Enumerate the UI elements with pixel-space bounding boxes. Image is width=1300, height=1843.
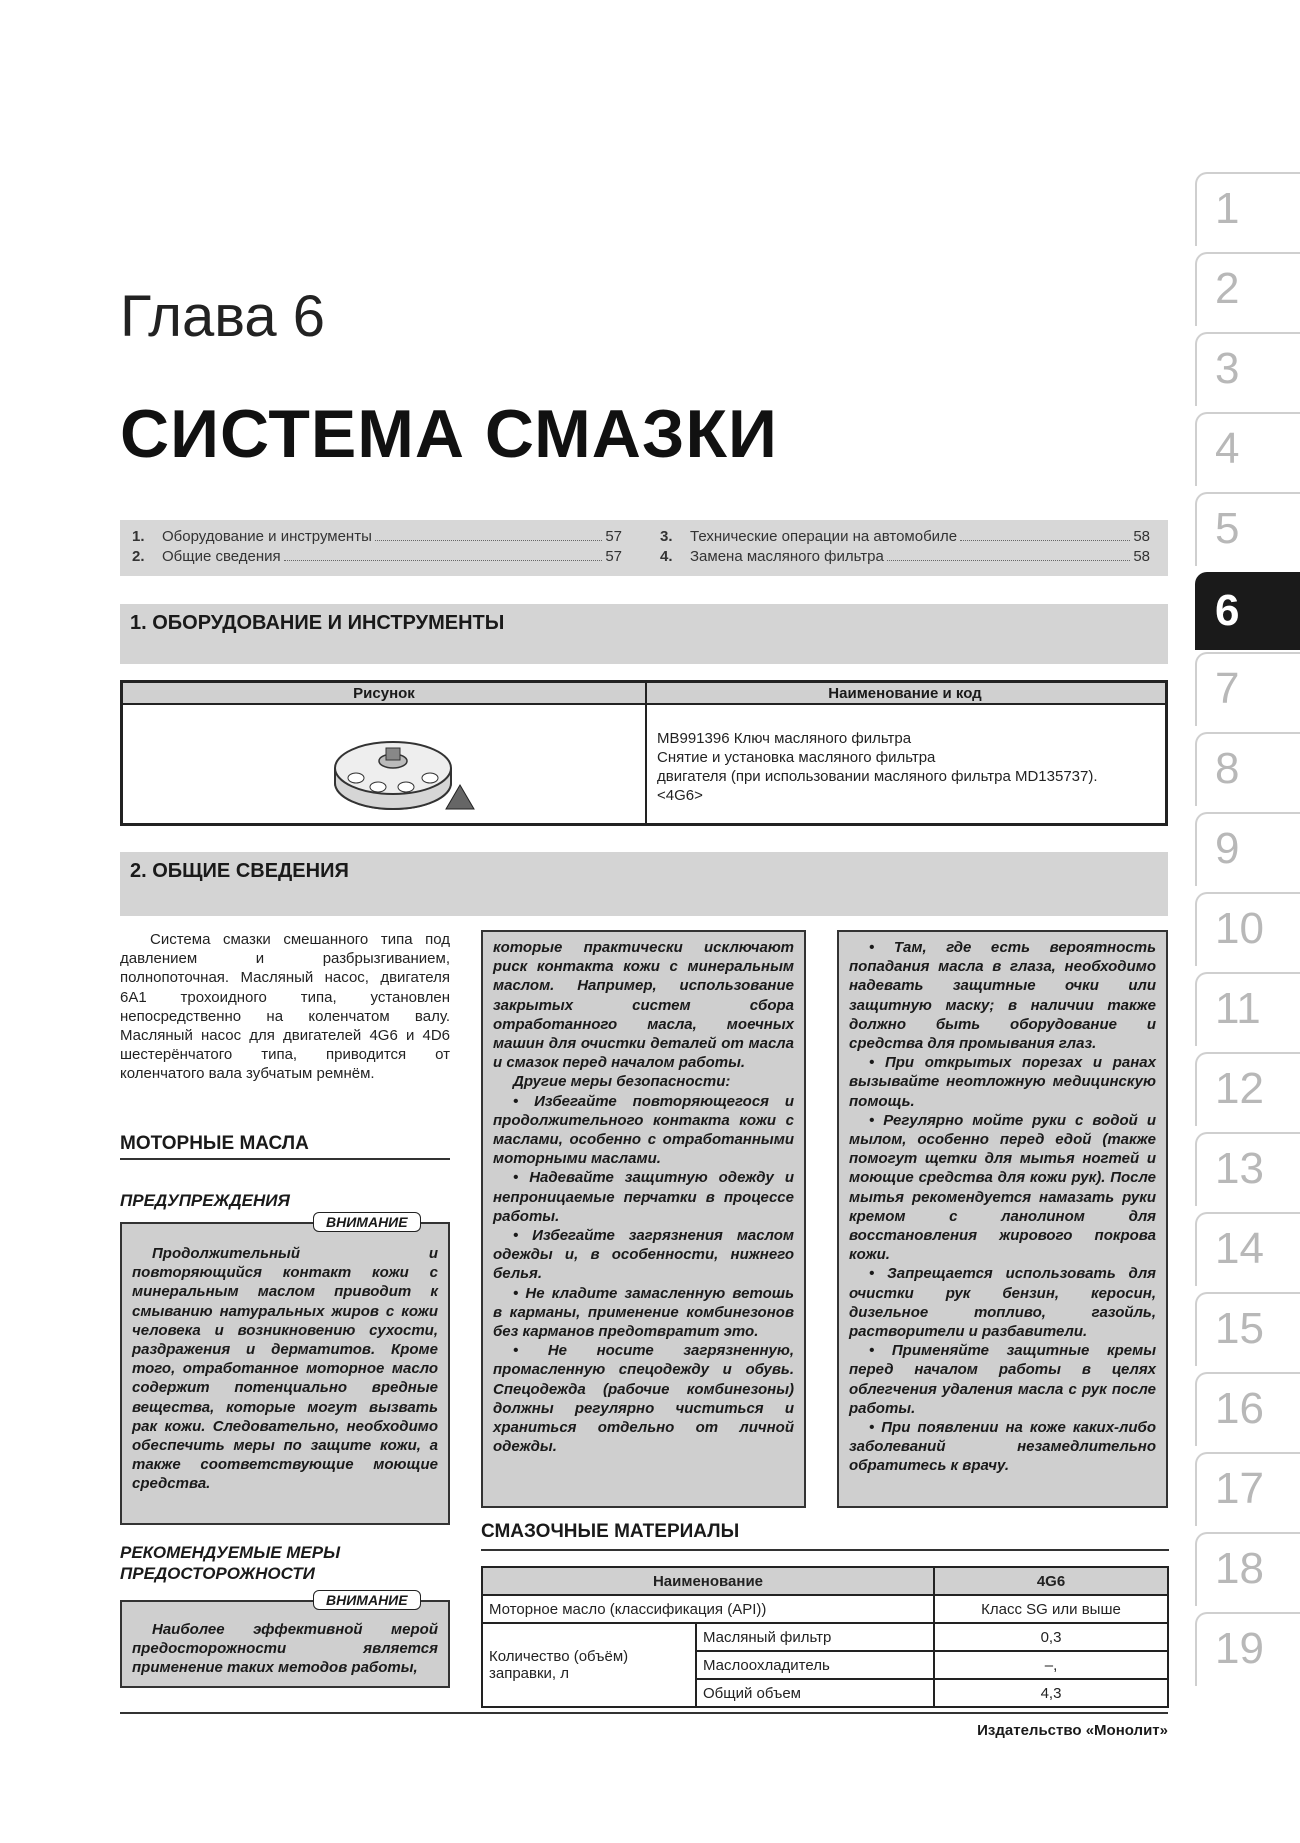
tab-12[interactable]: 12 <box>1195 1052 1300 1126</box>
toc-page: 58 <box>1133 528 1150 545</box>
tool-desc-line: Снятие и установка масляного фильтра <box>657 749 936 766</box>
tab-4[interactable]: 4 <box>1195 412 1300 486</box>
attention-badge: ВНИМАНИЕ <box>313 1212 421 1232</box>
toc-leader <box>375 530 602 541</box>
toc-num: 2. <box>132 548 145 565</box>
safety-text: • Не кладите замасленную ветошь в карманы, применение комбинезонов без карманов предотвратит это. <box>493 1284 794 1341</box>
tool-desc-line: двигателя (при использовании масляного фильтра MD135737). <box>657 768 1098 785</box>
safety-text: • Там, где есть вероятность попадания масла в глаза, необходимо надевать защитные очки или защитную маску; в наличии также должно быть оборудование и средства для промывания глаз. <box>849 939 1156 1053</box>
tab-5[interactable]: 5 <box>1195 492 1300 566</box>
tab-3[interactable]: 3 <box>1195 332 1300 406</box>
safety-text: которые практически исключают риск контакта кожи с минеральным маслом. Например, использование закрытых систем сбора отработанного масла, моечных машин для очистки деталей от масла и смазок перед началом работы. <box>493 939 794 1072</box>
oil-type-value: Класс SG или выше <box>934 1595 1168 1623</box>
tools-table <box>120 680 1168 826</box>
safety-text: • Запрещается использовать для очистки рук бензин, керосин, дизельное топливо, газойль, растворители и разбавители. <box>849 1265 1156 1341</box>
tab-18[interactable]: 18 <box>1195 1532 1300 1606</box>
toc-title: Замена масляного фильтра <box>690 548 884 565</box>
safety-measures-box <box>481 930 806 1508</box>
safety-text: • При открытых порезах и ранах вызывайте неотложную медицинскую помощь. <box>849 1054 1156 1110</box>
tab-1[interactable]: 1 <box>1195 172 1300 246</box>
table-divider <box>645 683 647 823</box>
warning-text: Наиболее эффективной мерой предосторожности является применение таких методов работы, <box>132 1621 438 1677</box>
chapter-title: СИСТЕМА СМАЗКИ <box>120 396 778 472</box>
tab-9[interactable]: 9 <box>1195 812 1300 886</box>
tab-14[interactable]: 14 <box>1195 1212 1300 1286</box>
warnings-heading: ПРЕДУПРЕЖДЕНИЯ <box>120 1191 290 1210</box>
chapter-contents <box>120 520 1168 576</box>
safety-text: • Применяйте защитные кремы перед началом работы в целях облегчения удаления масла с рук после работы. <box>849 1342 1156 1417</box>
quantity-item-name: Масляный фильтр <box>696 1623 934 1651</box>
toc-num: 3. <box>660 528 673 545</box>
motor-oils-heading: МОТОРНЫЕ МАСЛА <box>120 1133 450 1160</box>
quantity-item-value: 4,3 <box>934 1679 1168 1707</box>
toc-item[interactable] <box>132 548 622 565</box>
section-heading-equipment: 1. ОБОРУДОВАНИЕ И ИНСТРУМЕНТЫ <box>120 604 1168 664</box>
toc-page: 57 <box>605 528 622 545</box>
col-name-header: Наименование <box>482 1567 934 1595</box>
toc-item[interactable] <box>132 528 622 545</box>
lubricants-heading: СМАЗОЧНЫЕ МАТЕРИАЛЫ <box>481 1521 1169 1551</box>
safety-measures-box-right <box>837 930 1168 1508</box>
quantity-item-value: 0,3 <box>934 1623 1168 1651</box>
quantity-item-name: Маслоохладитель <box>696 1651 934 1679</box>
tab-6-active[interactable]: 6 <box>1195 572 1300 650</box>
col-engine-header: 4G6 <box>934 1567 1168 1595</box>
warning-box-skin-contact <box>120 1222 450 1525</box>
oil-filter-wrench-icon <box>328 723 478 818</box>
toc-num: 1. <box>132 528 145 545</box>
warning-text: Продолжительный и повторяющийся контакт кожи с минеральным маслом приводит к смыванию натуральных жиров с кожи человека и возникновению сухости, раздражения и дерматитов. Кроме того, отработанное моторное масло содержит потенциально вредные вещества, которые могут вызвать рак кожи. Следовательно, необходимо обеспечить меры по защите кожи, а также соответствующие моющие средства. <box>132 1245 438 1493</box>
tool-desc-line: <4G6> <box>657 787 703 804</box>
tab-8[interactable]: 8 <box>1195 732 1300 806</box>
toc-leader <box>960 530 1130 541</box>
attention-badge: ВНИМАНИЕ <box>313 1590 421 1610</box>
tab-10[interactable]: 10 <box>1195 892 1300 966</box>
tool-desc-line: MB991396 Ключ масляного фильтра <box>657 730 912 747</box>
quantity-label: Количество (объём) заправки, л <box>482 1623 696 1707</box>
safety-text: • Избегайте повторяющегося и продолжительного контакта кожи с маслами, особенно с отработанными моторными маслами. <box>493 1092 794 1168</box>
safety-text: Другие меры безопасности: <box>513 1073 731 1091</box>
lubricants-table <box>481 1566 1169 1708</box>
toc-page: 57 <box>605 548 622 565</box>
quantity-item-name: Общий объем <box>696 1679 934 1707</box>
toc-item[interactable] <box>660 528 1150 545</box>
tool-description <box>657 729 1098 805</box>
tab-7[interactable]: 7 <box>1195 652 1300 726</box>
toc-leader <box>284 550 603 561</box>
tools-col-image: Рисунок <box>123 683 645 705</box>
warning-box-precautions <box>120 1600 450 1688</box>
toc-leader <box>887 550 1130 561</box>
toc-page: 58 <box>1133 548 1150 565</box>
toc-title: Оборудование и инструменты <box>162 528 372 545</box>
quantity-item-value: –, <box>934 1651 1168 1679</box>
tab-19[interactable]: 19 <box>1195 1612 1300 1686</box>
toc-title: Технические операции на автомобиле <box>690 528 958 545</box>
safety-text: • Надевайте защитную одежду и непроницаемые перчатки в процессе работы. <box>493 1169 794 1225</box>
precautions-heading: РЕКОМЕНДУЕМЫЕ МЕРЫ ПРЕДОСТОРОЖНОСТИ <box>120 1543 341 1583</box>
tab-16[interactable]: 16 <box>1195 1372 1300 1446</box>
tab-11[interactable]: 11 <box>1195 972 1300 1046</box>
toc-num: 4. <box>660 548 673 565</box>
toc-item[interactable] <box>660 548 1150 565</box>
table-row <box>482 1623 1168 1651</box>
toc-title: Общие сведения <box>162 548 281 565</box>
tab-17[interactable]: 17 <box>1195 1452 1300 1526</box>
tab-15[interactable]: 15 <box>1195 1292 1300 1366</box>
intro-paragraph: Система смазки смешанного типа под давлением и разбрызгиванием, полнопоточная. Масляный насос, двигателя 6A1 трохоидного типа, установлен непосредственно на коленчатом валу. Масляный насос для двигателей 4G6 и 4D6 шестерёнчатого типа, приводится от коленчатого вала зубчатым ремнём. <box>120 931 450 1083</box>
tab-13[interactable]: 13 <box>1195 1132 1300 1206</box>
table-row <box>482 1595 1168 1623</box>
safety-text: • Не носите загрязненную, промасленную спецодежду и обувь. Спецодежда (рабочие комбинезоны) должны регулярно чиститься и храниться отдельно от личной одежды. <box>493 1342 794 1456</box>
table-header-row <box>482 1567 1168 1595</box>
safety-text: • Избегайте загрязнения маслом одежды и, в особенности, нижнего белья. <box>493 1227 794 1283</box>
tools-col-name: Наименование и код <box>645 683 1165 705</box>
tab-2[interactable]: 2 <box>1195 252 1300 326</box>
safety-text: • При появлении на коже каких-либо заболеваний незамедлительно обратитесь к врачу. <box>849 1419 1156 1475</box>
oil-type-name: Моторное масло (классификация (API)) <box>482 1595 934 1623</box>
footer-divider <box>120 1712 1168 1714</box>
chapter-label: Глава 6 <box>120 284 326 349</box>
publisher: Издательство «Монолит» <box>977 1722 1168 1739</box>
section-heading-general: 2. ОБЩИЕ СВЕДЕНИЯ <box>120 852 1168 916</box>
safety-text: • Регулярно мойте руки с водой и мылом, особенно перед едой (также помогут щетки для мытья ногтей и моющие средства для кожи рук). После мытья рекомендуется намазать руки кремом с ланолином для восстановления жирового покрова кожи. <box>849 1111 1156 1264</box>
